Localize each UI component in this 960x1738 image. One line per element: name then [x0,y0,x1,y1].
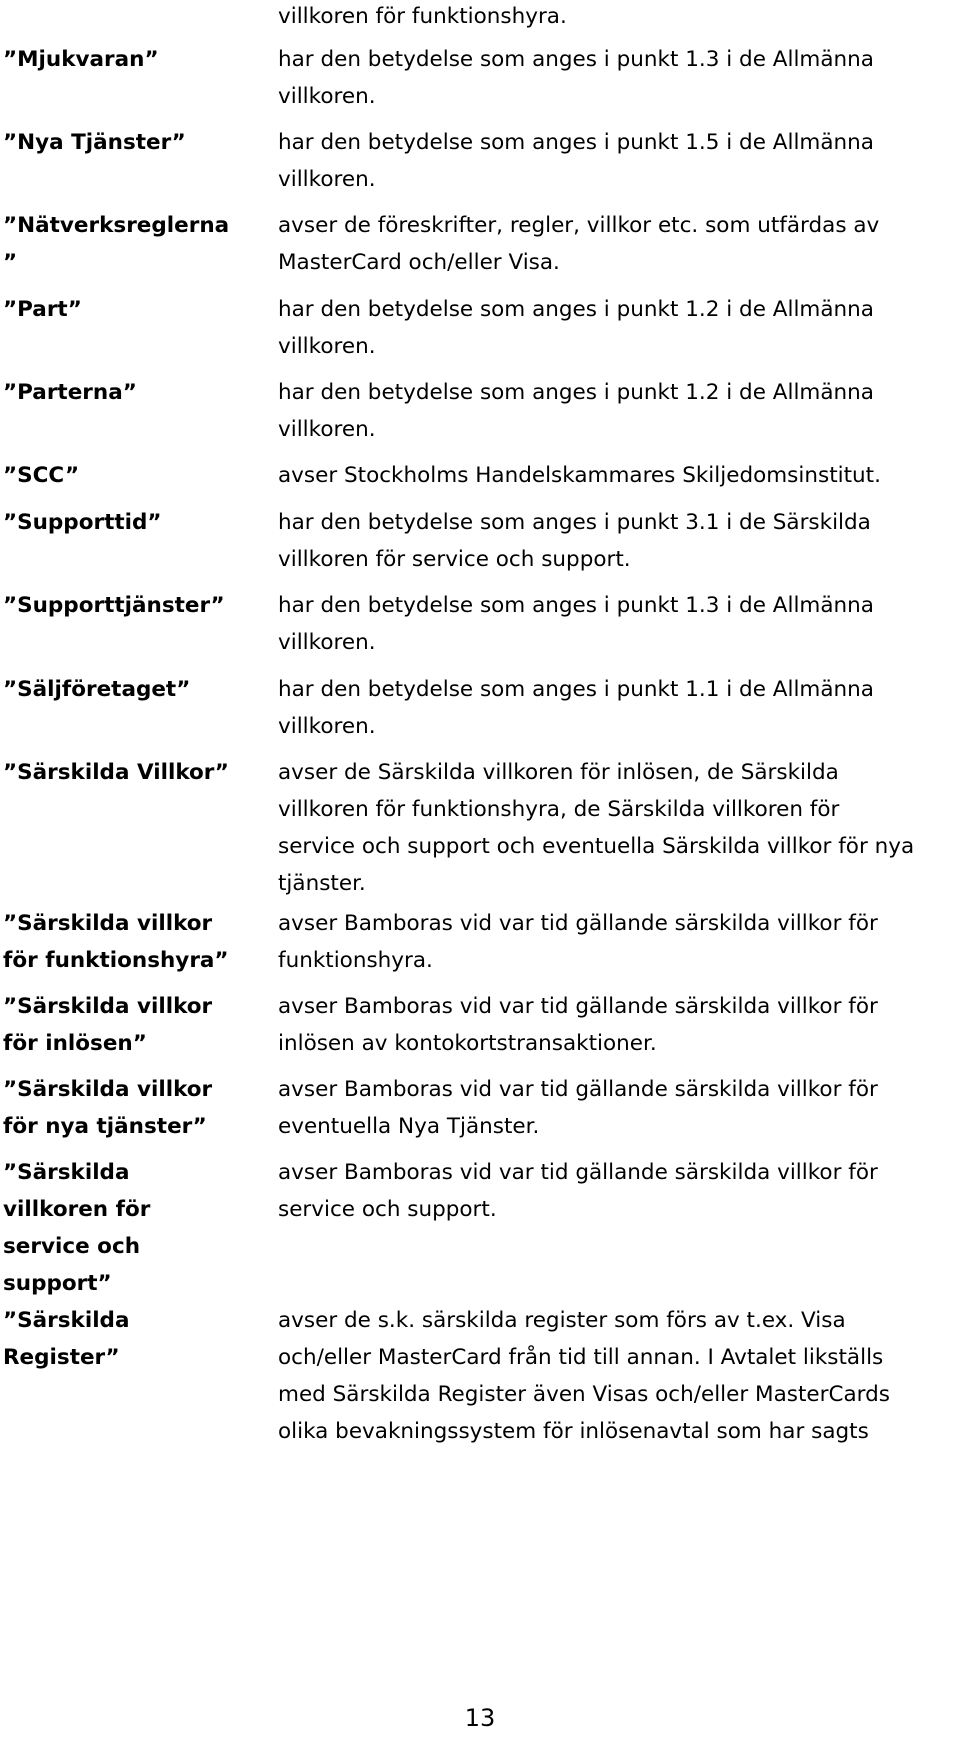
definition-continued: villkoren för funktionshyra. [278,4,567,29]
definition-supporttjanster: har den betydelse som anges i punkt 1.3 i de Allmänna villkoren. [278,593,874,655]
definition-sarskilda-villkor-inlosen: avser Bamboras vid var tid gällande särskilda villkor för inlösen av kontokortstransaktioner. [278,994,878,1056]
definition-parterna: har den betydelse som anges i punkt 1.2 i de Allmänna villkoren. [278,380,874,442]
term-sarskilda-register: ”Särskilda Register” [3,1308,130,1370]
definition-sarskilda-register: avser de s.k. särskilda register som förs av t.ex. Visa och/eller MasterCard från tid till annan. I Avtalet likställs med Särskilda Register även Visas och/eller MasterCards olika bevakningssystem för inlösenavtal som har sagts [278,1308,890,1444]
term-supporttid: ”Supporttid” [3,510,162,535]
definition-sarskilda-villkoren-service-support: avser Bamboras vid var tid gällande särskilda villkor för service och support. [278,1160,878,1222]
term-part: ”Part” [3,297,82,322]
definition-sarskilda-villkor-funktionshyra: avser Bamboras vid var tid gällande särskilda villkor för funktionshyra. [278,911,878,973]
definition-scc: avser Stockholms Handelskammares Skiljedomsinstitut. [278,463,881,488]
term-sarskilda-villkoren-service-support: ”Särskilda villkoren för service och support” [3,1160,151,1296]
term-scc: ”SCC” [3,463,80,488]
definition-sarskilda-villkor: avser de Särskilda villkoren för inlösen, de Särskilda villkoren för funktionshyra, de Särskilda villkoren för service och support och eventuella Särskilda villkor för nya tjänster. [278,760,915,896]
definition-saljforetaget: har den betydelse som anges i punkt 1.1 i de Allmänna villkoren. [278,677,874,739]
term-sarskilda-villkor-funktionshyra: ”Särskilda villkor för funktionshyra” [3,911,229,973]
term-sarskilda-villkor: ”Särskilda Villkor” [3,760,229,785]
definition-nya-tjanster: har den betydelse som anges i punkt 1.5 i de Allmänna villkoren. [278,130,874,192]
term-mjukvaran: ”Mjukvaran” [3,47,159,72]
term-parterna: ”Parterna” [3,380,137,405]
term-saljforetaget: ”Säljföretaget” [3,677,191,702]
definition-part: har den betydelse som anges i punkt 1.2 i de Allmänna villkoren. [278,297,874,359]
term-natverksreglerna: ”Nätverksreglerna ” [3,213,230,275]
definition-supporttid: har den betydelse som anges i punkt 3.1 i de Särskilda villkoren för service och support. [278,510,871,572]
definition-natverksreglerna: avser de föreskrifter, regler, villkor etc. som utfärdas av MasterCard och/eller Visa. [278,213,880,275]
term-nya-tjanster: ”Nya Tjänster” [3,130,186,155]
definition-mjukvaran: har den betydelse som anges i punkt 1.3 i de Allmänna villkoren. [278,47,874,109]
page-number: 13 [464,1704,496,1732]
term-sarskilda-villkor-nya-tjanster: ”Särskilda villkor för nya tjänster” [3,1077,213,1139]
term-sarskilda-villkor-inlosen: ”Särskilda villkor för inlösen” [3,994,213,1056]
term-supporttjanster: ”Supporttjänster” [3,593,225,618]
definition-sarskilda-villkor-nya-tjanster: avser Bamboras vid var tid gällande särskilda villkor för eventuella Nya Tjänster. [278,1077,878,1139]
